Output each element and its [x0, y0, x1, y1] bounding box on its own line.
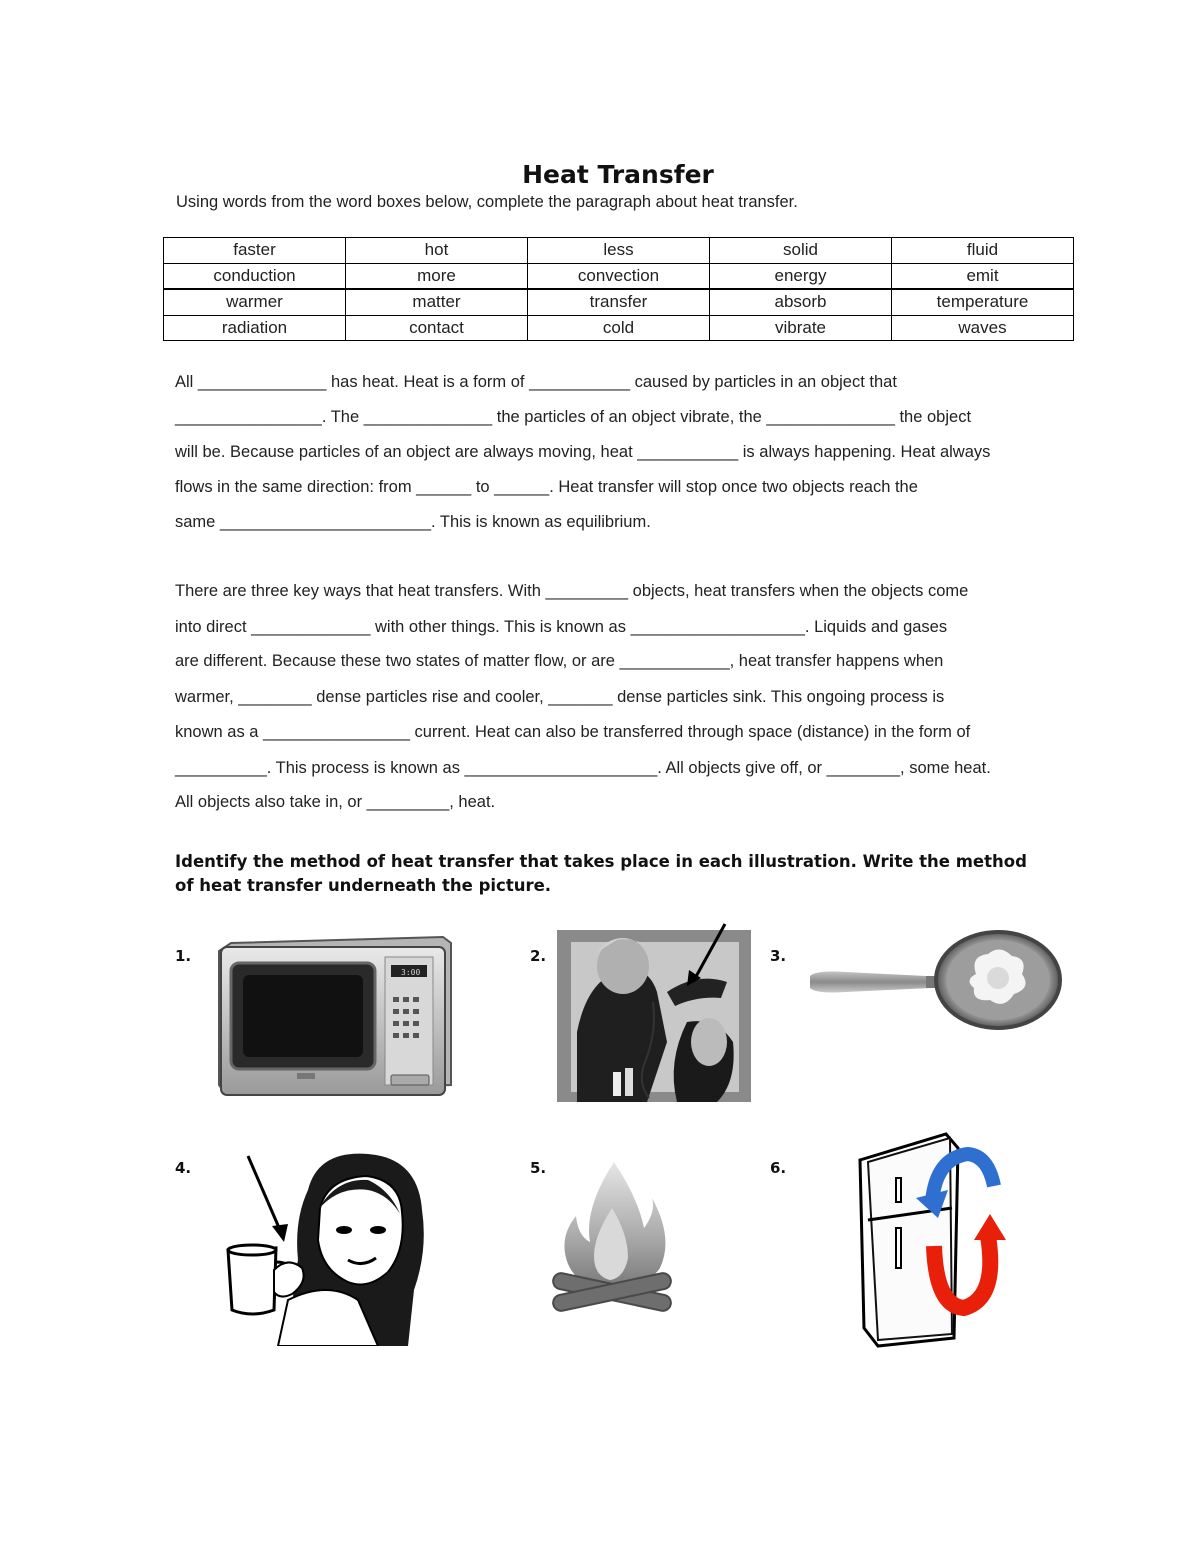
paragraph-line: ________________. The ______________ the particles of an object vibrate, the ______________ the object [175, 408, 972, 426]
word-bank-row [164, 238, 1074, 264]
paragraph-line: flows in the same direction: from ______ to ______. Heat transfer will stop once two objects reach the [175, 478, 918, 496]
frying-pan-icon [806, 930, 1064, 1034]
paragraph-line: known as a ________________ current. Heat can also be transferred through space (distance) in the form of [175, 723, 971, 741]
word-bank-cell: conduction [164, 263, 346, 289]
word-bank-cell: more [346, 263, 528, 289]
word-bank-cell: temperature [892, 289, 1074, 315]
word-bank-cell: solid [710, 238, 892, 264]
word-bank-table [163, 237, 1074, 341]
coffee-cup-icon [218, 1150, 436, 1346]
word-bank-cell: contact [346, 315, 528, 341]
paragraph-line: There are three key ways that heat transfers. With _________ objects, heat transfers when the objects come [175, 582, 969, 600]
word-bank-cell: hot [346, 238, 528, 264]
illustration-number: 6. [770, 1159, 787, 1177]
word-bank-cell: convection [528, 263, 710, 289]
word-bank-cell: waves [892, 315, 1074, 341]
paragraph-line: __________. This process is known as _____________________. All objects give off, or ________, some heat. [175, 759, 991, 777]
paragraph-line: into direct _____________ with other things. This is known as ___________________. Liquids and gases [175, 618, 948, 636]
campfire-icon [548, 1158, 678, 1318]
word-bank-cell: less [528, 238, 710, 264]
page-title: Heat Transfer [522, 160, 714, 189]
identify-directions: Identify the method of heat transfer that takes place in each illustration. Write the method of heat transfer underneath the picture. [175, 852, 1027, 895]
paragraph-line: are different. Because these two states of matter flow, or are ____________, heat transfer happens when [175, 652, 944, 670]
microwave-icon [217, 935, 453, 1101]
word-bank-cell: emit [892, 263, 1074, 289]
paragraph-line: will be. Because particles of an object are always moving, heat ___________ is always happening. Heat always [175, 443, 991, 461]
word-bank-cell: transfer [528, 289, 710, 315]
word-bank-row [164, 289, 1074, 315]
illustration-number: 2. [530, 947, 547, 965]
word-bank-cell: warmer [164, 289, 346, 315]
word-bank-cell: cold [528, 315, 710, 341]
illustration-number: 1. [175, 947, 192, 965]
word-bank-cell: radiation [164, 315, 346, 341]
paragraph-line: All objects also take in, or _________, heat. [175, 793, 496, 811]
word-bank-row [164, 315, 1074, 341]
hair-dryer-icon [557, 922, 753, 1104]
illustration-number: 4. [175, 1159, 192, 1177]
instructions: Using words from the word boxes below, complete the paragraph about heat transfer. [176, 193, 798, 211]
refrigerator-convection-icon [856, 1128, 1012, 1350]
word-bank-cell: fluid [892, 238, 1074, 264]
svg-text:3:00: 3:00 [401, 968, 421, 977]
paragraph-line: warmer, ________ dense particles rise and cooler, _______ dense particles sink. This ongoing process is [175, 688, 945, 706]
paragraph-line: All ______________ has heat. Heat is a form of ___________ caused by particles in an object that [175, 373, 897, 391]
illustration-number: 3. [770, 947, 787, 965]
word-bank-cell: faster [164, 238, 346, 264]
paragraph-line: same _______________________. This is known as equilibrium. [175, 513, 651, 531]
word-bank-cell: absorb [710, 289, 892, 315]
word-bank-cell: vibrate [710, 315, 892, 341]
illustration-number: 5. [530, 1159, 547, 1177]
word-bank-row [164, 263, 1074, 289]
word-bank-cell: matter [346, 289, 528, 315]
word-bank-cell: energy [710, 263, 892, 289]
